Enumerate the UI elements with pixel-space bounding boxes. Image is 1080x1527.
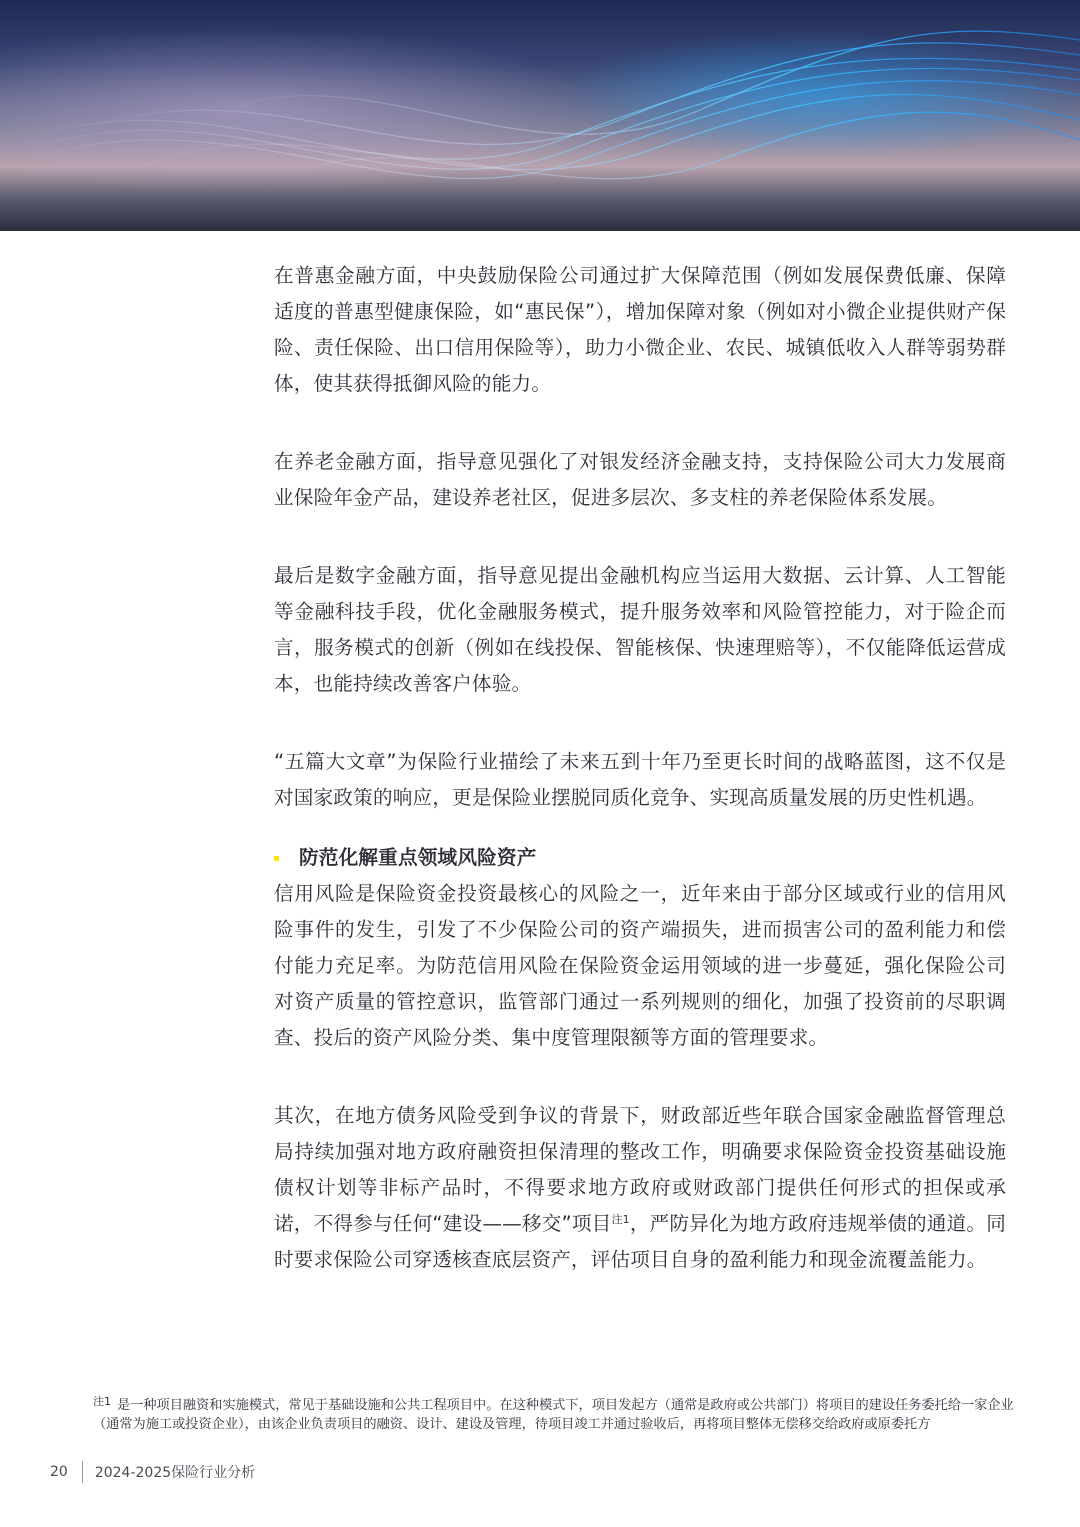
paragraph-local-debt xyxy=(274,1098,1006,1278)
footer-divider xyxy=(82,1461,83,1483)
paragraph-pension-finance: 在养老金融方面，指导意见强化了对银发经济金融支持，支持保险公司大力发展商业保险年金产品，建设养老社区，促进多层次、多支柱的养老保险体系发展。 xyxy=(274,450,1006,509)
footnote-text: 是一种项目融资和实施模式，常见于基础设施和公共工程项目中。在这种模式下，项目发起方（通常是政府或公共部门）将项目的建设任务委托给一家企业（通常为施工或投资企业），由该企业负责项目的融资、设计、建设及管理，待项目竣工并通过验收后，再将项目整体无偿移交给政府或原委托方 xyxy=(93,1398,1014,1432)
paragraph-local-debt-text-1: 其次，在地方债务风险受到争议的背景下，财政部近些年联合国家金融监督管理总局持续加强对地方政府融资担保清理的整改工作，明确要求保险资金投资基础设施债权计划等非标产品时，不得要求地方政府或财政部门提供任何形式的担保或承诺，不得参与任何“建设——移交”项目 xyxy=(274,1104,1006,1235)
page-footer xyxy=(50,1460,255,1484)
report-title: 2024-2025保险行业分析 xyxy=(94,1465,256,1481)
bullet-icon xyxy=(274,856,279,861)
paragraph-inclusive-finance: 在普惠金融方面，中央鼓励保险公司通过扩大保障范围（例如发展保费低廉、保障适度的普惠型健康保险，如“惠民保”），增加保障对象（例如对小微企业提供财产保险、责任保险、出口信用保险等），助力小微企业、农民、城镇低收入人群等弱势群体，使其获得抵御风险的能力。 xyxy=(274,264,1006,395)
footnote-reference: 注1 xyxy=(611,1213,630,1226)
article-body xyxy=(274,258,1006,1320)
footnote-marker: 注1 xyxy=(93,1395,111,1408)
section-heading xyxy=(274,840,1006,876)
header-banner-image xyxy=(0,0,1080,231)
paragraph-digital-finance: 最后是数字金融方面，指导意见提出金融机构应当运用大数据、云计算、人工智能等金融科技手段，优化金融服务模式，提升服务效率和风险管控能力，对于险企而言，服务模式的创新（例如在线投保、智能核保、快速理赔等），不仅能降低运营成本，也能持续改善客户体验。 xyxy=(274,564,1006,695)
footnote xyxy=(93,1392,1033,1434)
wave-light-graphic xyxy=(0,0,1080,231)
paragraph-five-articles: “五篇大文章”为保险行业描绘了未来五到十年乃至更长时间的战略蓝图，这不仅是对国家政策的响应，更是保险业摆脱同质化竞争、实现高质量发展的历史性机遇。 xyxy=(274,750,1006,809)
section-heading-text: 防范化解重点领域风险资产 xyxy=(299,846,537,869)
page-number: 20 xyxy=(50,1464,68,1480)
paragraph-credit-risk: 信用风险是保险资金投资最核心的风险之一，近年来由于部分区域或行业的信用风险事件的发生，引发了不少保险公司的资产端损失，进而损害公司的盈利能力和偿付能力充足率。为防范信用风险在保险资金运用领域的进一步蔓延，强化保险公司对资产质量的管控意识，监管部门通过一系列规则的细化，加强了投资前的尽职调查、投后的资产风险分类、集中度管理限额等方面的管理要求。 xyxy=(274,882,1006,1049)
paragraph-local-debt-text-2: ，严防异化为地方政府违规举债的通道。同时要求保险公司穿透核查底层资产，评估项目自身的盈利能力和现金流覆盖能力。 xyxy=(274,1212,1006,1271)
